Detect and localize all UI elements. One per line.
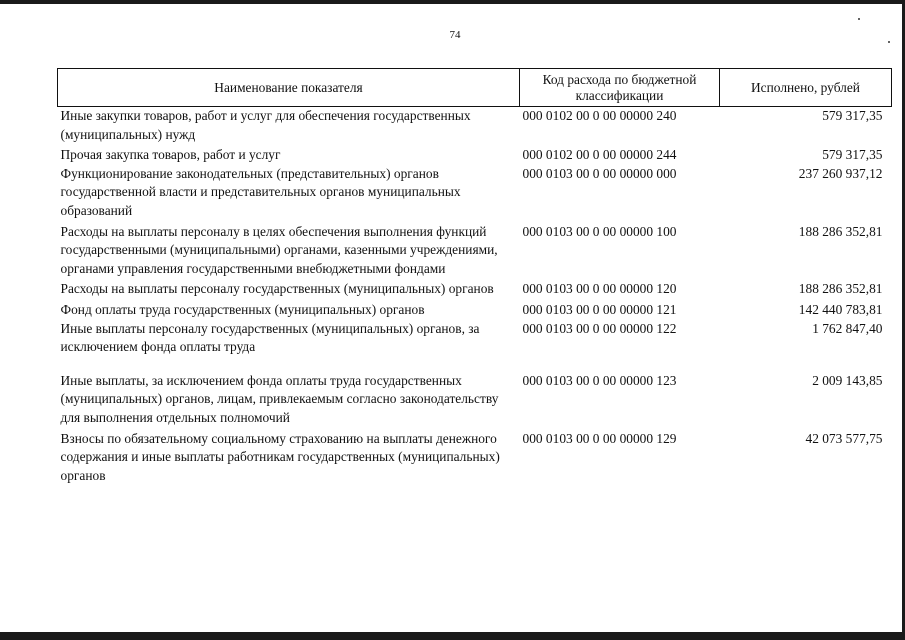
page-number: 74 bbox=[449, 29, 461, 41]
row-name: Расходы на выплаты персоналу государственных (муниципальных) органов bbox=[60, 281, 494, 297]
row-name: Иные выплаты, за исключением фонда оплаты труда государственных (муниципальных) органов, лицам, привлекаемым согласно законодательству для выполнения отдельных полномочий bbox=[60, 372, 499, 425]
row-code: 000 0103 00 0 00 00000 122 bbox=[522, 320, 677, 336]
row-code: 000 0103 00 0 00 00000 120 bbox=[522, 281, 677, 297]
scan-speck bbox=[858, 18, 860, 20]
row-code: 000 0103 00 0 00 00000 100 bbox=[522, 223, 677, 239]
row-amount: 1 762 847,40 bbox=[812, 320, 883, 336]
row-code: 000 0103 00 0 00 00000 123 bbox=[522, 372, 677, 388]
row-name: Фонд оплаты труда государственных (муниципальных) органов bbox=[60, 301, 425, 317]
row-name: Иные выплаты персоналу государственных (муниципальных) органов, за исключением фонда оплаты труда bbox=[60, 320, 480, 355]
table-row bbox=[58, 280, 892, 301]
table-row bbox=[58, 430, 892, 486]
table-header-row bbox=[58, 69, 892, 107]
row-code: 000 0103 00 0 00 00000 121 bbox=[522, 301, 677, 317]
row-amount: 188 286 352,81 bbox=[798, 281, 883, 297]
row-code: 000 0102 00 0 00 00000 244 bbox=[522, 147, 677, 163]
table-row bbox=[58, 320, 892, 372]
row-amount: 237 260 937,12 bbox=[798, 165, 883, 181]
row-name: Расходы на выплаты персоналу в целях обеспечения выполнения функций государственными (муниципальными) органами, казенными учреждениями, органами управления государственными внебюджетными фондами bbox=[60, 223, 498, 276]
table-row bbox=[58, 107, 892, 147]
row-code: 000 0102 00 0 00 00000 240 bbox=[522, 108, 677, 123]
row-name: Иные закупки товаров, работ и услуг для обеспечения государственных (муниципальных) нужд bbox=[60, 108, 471, 142]
row-code: 000 0103 00 0 00 00000 129 bbox=[522, 430, 677, 446]
row-amount: 2 009 143,85 bbox=[812, 372, 883, 388]
row-name: Функционирование законодательных (представительных) органов государственной власти и представительных органов муниципальных образований bbox=[60, 165, 461, 218]
row-name: Взносы по обязательному социальному страхованию на выплаты денежного содержания и иные выплаты работникам государственных (муниципальных) органов bbox=[60, 430, 500, 483]
row-name: Прочая закупка товаров, работ и услуг bbox=[60, 147, 281, 163]
table-row bbox=[58, 372, 892, 430]
row-amount: 142 440 783,81 bbox=[798, 301, 883, 317]
row-amount: 42 073 577,75 bbox=[805, 430, 883, 446]
header-code: Код расхода по бюджетной классификации bbox=[520, 69, 720, 107]
expense-table bbox=[57, 68, 892, 485]
row-code: 000 0103 00 0 00 00000 000 bbox=[522, 165, 677, 181]
scan-top-border bbox=[0, 0, 905, 4]
row-amount: 579 317,35 bbox=[822, 147, 883, 163]
table-row bbox=[58, 165, 892, 223]
scan-bottom-border bbox=[0, 632, 905, 640]
header-amount: Исполнено, рублей bbox=[720, 69, 892, 107]
row-amount: 188 286 352,81 bbox=[798, 223, 883, 239]
table-row bbox=[58, 301, 892, 320]
table-row bbox=[58, 146, 892, 165]
header-name: Наименование показателя bbox=[58, 69, 520, 107]
scan-speck bbox=[888, 41, 890, 43]
table-row bbox=[58, 223, 892, 281]
row-amount: 579 317,35 bbox=[822, 108, 883, 123]
